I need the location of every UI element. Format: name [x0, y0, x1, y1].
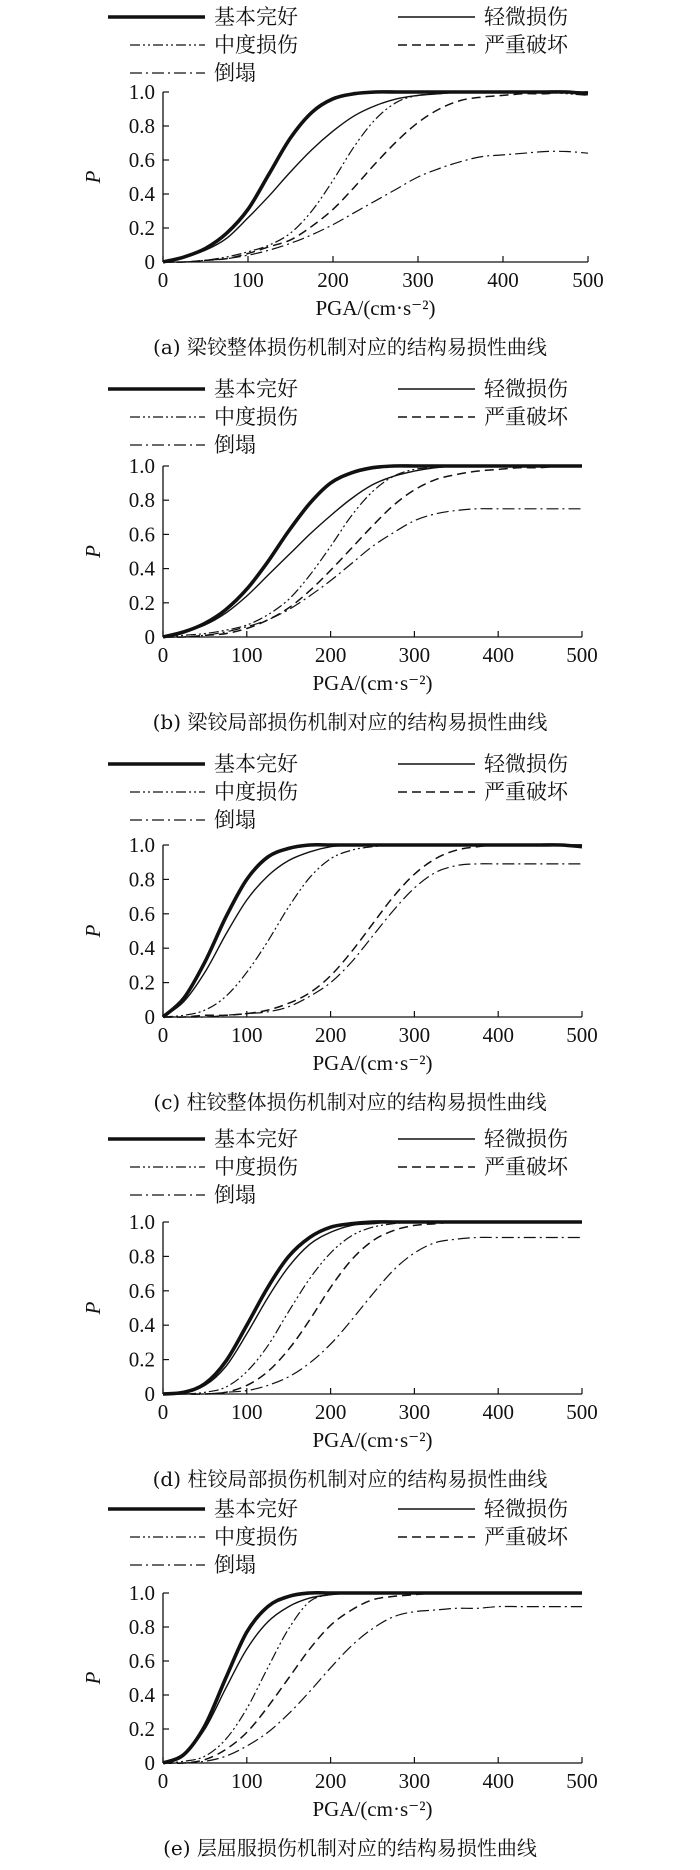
legend-label: 严重破坏 [484, 780, 568, 804]
legend-label: 中度损伤 [214, 33, 298, 57]
x-tick-label: 300 [398, 1769, 431, 1793]
series-line-1 [163, 845, 582, 1017]
series-line-2 [163, 92, 588, 262]
x-tick-label: 0 [157, 1023, 169, 1047]
y-tick-label: 0.8 [128, 1615, 155, 1639]
x-tick-label: 100 [231, 1023, 263, 1047]
series-line-4 [163, 1222, 582, 1394]
x-tick-label: 0 [157, 1400, 169, 1424]
y-tick-label: 1.0 [128, 454, 155, 478]
x-tick-label: 300 [402, 268, 434, 292]
chart-panel-a [81, 5, 604, 359]
y-tick-label: 0 [144, 1005, 155, 1029]
y-tick-label: 1.0 [128, 1581, 155, 1605]
legend-label: 严重破坏 [484, 1155, 568, 1179]
series-line-3 [163, 845, 582, 1017]
series-line-1 [163, 92, 588, 262]
y-tick-label: 0 [144, 1382, 155, 1406]
x-tick-label: 500 [566, 1023, 598, 1047]
y-tick-label: 0.2 [128, 216, 155, 240]
y-tick-label: 0.6 [128, 1278, 155, 1303]
y-tick-label: 0.4 [128, 1683, 155, 1707]
legend-label: 轻微损伤 [484, 377, 568, 401]
legend-label: 严重破坏 [484, 405, 568, 429]
legend-label: 中度损伤 [214, 1525, 298, 1549]
x-tick-label: 300 [398, 643, 431, 667]
x-tick-label: 400 [482, 643, 514, 667]
x-tick-label: 400 [487, 268, 519, 292]
y-tick-label: 0 [144, 1751, 155, 1775]
y-tick-label: 0 [144, 625, 155, 649]
legend-label: 中度损伤 [214, 780, 298, 804]
x-tick-label: 500 [566, 643, 598, 667]
x-tick-label: 400 [482, 1769, 514, 1793]
x-axis-title: PGA/(cm·s⁻²) [312, 1428, 433, 1452]
legend [108, 377, 569, 457]
x-tick-label: 500 [566, 1400, 598, 1424]
legend-label: 倒塌 [214, 61, 256, 85]
y-tick-label: 0.4 [128, 182, 155, 206]
y-tick-label: 0.8 [128, 488, 155, 513]
legend-label: 倒塌 [214, 1183, 256, 1207]
legend-label: 轻微损伤 [484, 1497, 568, 1521]
y-tick-label: 0.2 [128, 1347, 155, 1372]
x-tick-label: 0 [157, 268, 169, 292]
x-tick-label: 200 [317, 268, 349, 292]
y-axis-title: P [81, 924, 105, 938]
series-line-4 [163, 845, 582, 1017]
chart-panel-c [81, 752, 598, 1114]
y-tick-label: 0.2 [128, 970, 155, 995]
legend-label: 轻微损伤 [484, 1127, 568, 1151]
legend-label: 基本完好 [214, 752, 298, 776]
legend [108, 1127, 569, 1207]
y-axis-title: P [81, 1671, 105, 1685]
series-line-2 [163, 1222, 582, 1394]
y-axis-title: P [81, 545, 105, 558]
series-line-2 [163, 845, 582, 1017]
legend-label: 基本完好 [214, 377, 298, 401]
legend [108, 5, 569, 85]
y-axis-title: P [81, 170, 105, 184]
y-tick-label: 0.6 [128, 148, 155, 172]
legend-label: 轻微损伤 [484, 752, 568, 776]
y-tick-label: 1.0 [128, 833, 155, 857]
y-tick-label: 0.2 [128, 590, 155, 615]
x-tick-label: 100 [231, 643, 263, 667]
x-tick-label: 200 [314, 643, 347, 667]
y-tick-label: 0.6 [128, 1649, 155, 1673]
y-tick-label: 0.4 [128, 1313, 155, 1338]
legend-label: 中度损伤 [214, 1155, 298, 1179]
x-tick-label: 100 [232, 268, 264, 292]
x-tick-label: 400 [482, 1023, 514, 1047]
series-line-3 [163, 92, 588, 262]
x-tick-label: 500 [572, 268, 604, 292]
x-axis-title: PGA/(cm·s⁻²) [312, 1797, 433, 1821]
series-line-1 [163, 1222, 582, 1394]
y-tick-label: 0.8 [128, 114, 155, 138]
chart-panel-b [81, 377, 598, 734]
legend-label: 轻微损伤 [484, 5, 568, 29]
figure-caption: (a) 梁铰整体损伤机制对应的结构易损性曲线 [153, 335, 547, 359]
y-tick-label: 0.4 [128, 936, 155, 961]
x-tick-label: 0 [157, 643, 169, 667]
x-tick-label: 500 [566, 1769, 598, 1793]
legend-label: 中度损伤 [214, 405, 298, 429]
legend [108, 1497, 569, 1577]
y-tick-label: 0.6 [128, 522, 155, 547]
figure-caption: (b) 梁铰局部损伤机制对应的结构易损性曲线 [152, 710, 548, 734]
x-axis-title: PGA/(cm·s⁻²) [315, 296, 436, 320]
y-tick-label: 0 [144, 250, 155, 274]
y-tick-label: 0.2 [128, 1717, 155, 1741]
chart-panel-e [81, 1497, 598, 1860]
legend-label: 基本完好 [214, 5, 298, 29]
legend-label: 严重破坏 [484, 1525, 568, 1549]
x-axis-title: PGA/(cm·s⁻²) [312, 671, 433, 695]
series-line-3 [163, 1222, 582, 1394]
series-line-5 [163, 509, 582, 637]
y-tick-label: 0.8 [128, 867, 155, 892]
figure-caption: (e) 层屈服损伤机制对应的结构易损性曲线 [163, 1836, 537, 1860]
legend-label: 基本完好 [214, 1127, 298, 1151]
x-tick-label: 200 [314, 1023, 347, 1047]
series-line-5 [163, 1237, 582, 1394]
y-axis-title: P [81, 1301, 105, 1315]
x-axis-title: PGA/(cm·s⁻²) [312, 1051, 433, 1075]
legend-label: 倒塌 [214, 808, 256, 832]
x-tick-label: 100 [231, 1769, 263, 1793]
chart-panel-d [81, 1127, 598, 1491]
figure-caption: (d) 柱铰局部损伤机制对应的结构易损性曲线 [152, 1467, 548, 1491]
x-tick-label: 200 [314, 1400, 347, 1424]
legend-label: 基本完好 [214, 1497, 298, 1521]
legend-label: 严重破坏 [484, 33, 568, 57]
series-line-1 [163, 1593, 582, 1763]
figure-caption: (c) 柱铰整体损伤机制对应的结构易损性曲线 [153, 1090, 547, 1114]
y-tick-label: 0.4 [128, 556, 155, 581]
y-tick-label: 1.0 [128, 1210, 155, 1234]
y-tick-label: 0.8 [128, 1244, 155, 1269]
x-tick-label: 100 [231, 1400, 263, 1424]
y-tick-label: 1.0 [128, 80, 155, 104]
x-tick-label: 200 [314, 1769, 347, 1793]
series-line-4 [163, 92, 588, 262]
x-tick-label: 400 [482, 1400, 514, 1424]
series-line-5 [163, 864, 582, 1017]
legend [108, 752, 569, 832]
series-line-5 [163, 151, 588, 262]
y-tick-label: 0.6 [128, 901, 155, 926]
x-tick-label: 300 [398, 1023, 431, 1047]
x-tick-label: 300 [398, 1400, 431, 1424]
legend-label: 倒塌 [214, 433, 256, 457]
x-tick-label: 0 [157, 1769, 169, 1793]
legend-label: 倒塌 [214, 1553, 256, 1577]
